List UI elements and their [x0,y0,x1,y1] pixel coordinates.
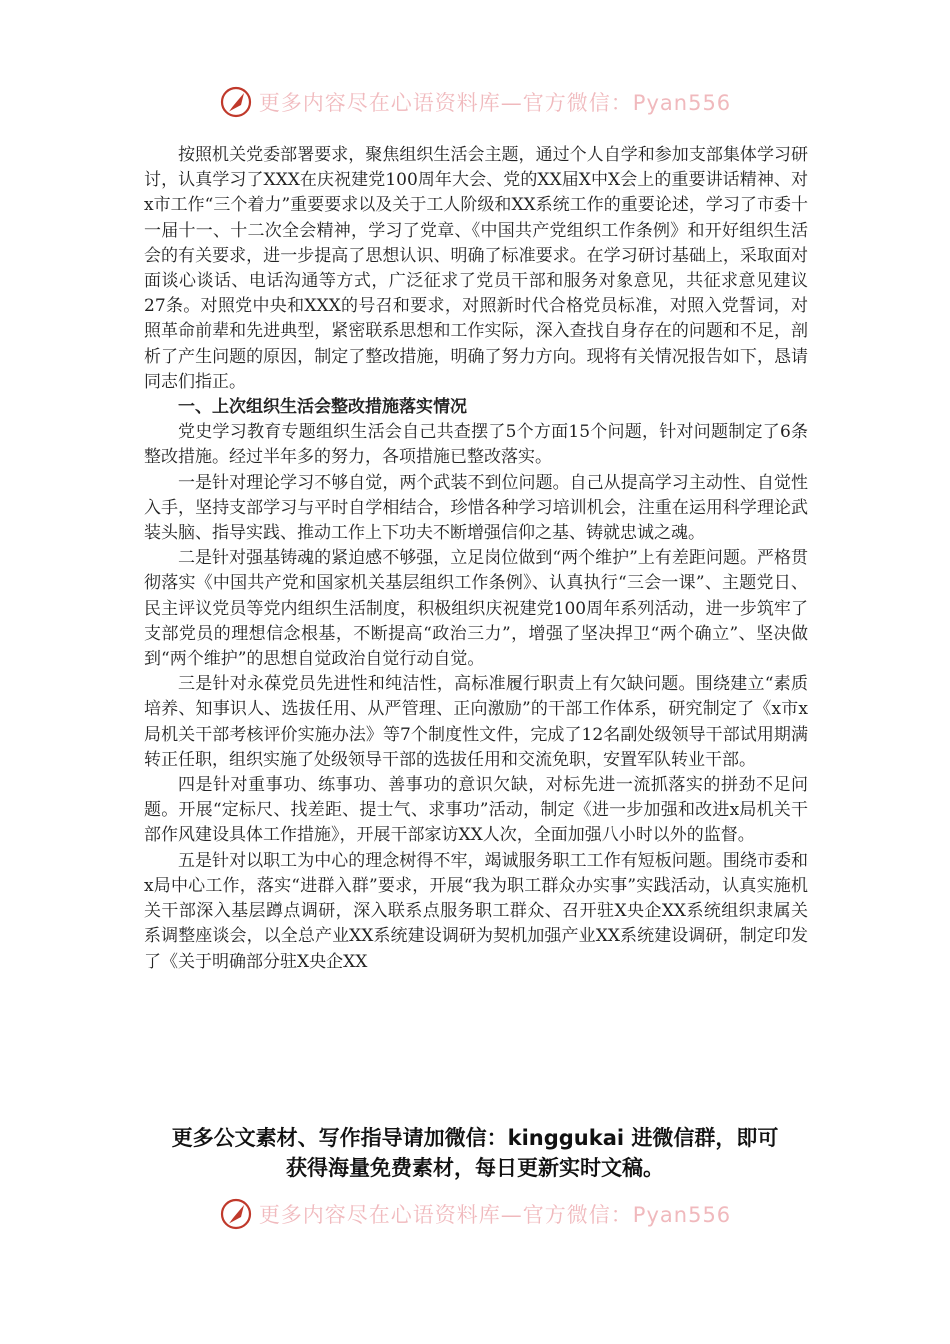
quill-logo-icon [219,1197,253,1231]
section-heading: 一、上次组织生活会整改措施落实情况 [178,397,467,418]
document-body [144,143,808,975]
body-paragraph: 一是针对理论学习不够自觉，两个武装不到位问题。自己从提高学习主动性、自觉性入手，坚持支部学习与平时自学相结合，珍惜各种学习培训机会，注重在运用科学理论武装头脑、指导实践、推动工作上下功夫不断增强信仰之基、铸就忠诚之魂。 [144,472,808,544]
promo-notice-line: 更多公文素材、写作指导请加微信：kinggukai 进微信群，即可 [171,1126,779,1150]
intro-paragraph: 按照机关党委部署要求，聚焦组织生活会主题，通过个人自学和参加支部集体学习研讨，认真学习了XXX在庆祝建党100周年大会、党的XX届X中X会上的重要讲话精神、对x市工作“三个着力”重要要求以及关于工人阶级和XX系统工作的重要论述，学习了市委十一届十一、十二次全会精神，学习了党章、《中国共产党组织工作条例》和开好组织生活会的有关要求，进一步提高了思想认识、明确了标准要求。在学习研讨基础上，采取面对面谈心谈话、电话沟通等方式，广泛征求了党员干部和服务对象意见，共征求意见建议27条。对照党中央和XXX的号召和要求，对照新时代合格党员标准，对照入党誓词，对照革命前辈和先进典型，紧密联系思想和工作实际，深入查找自身存在的问题和不足，剖析了产生问题的原因，制定了整改措施，明确了努力方向。现将有关情况报告如下，恳请同志们指正。 [144,145,808,392]
body-paragraph: 二是针对强基铸魂的紧迫感不够强，立足岗位做到“两个维护”上有差距问题。严格贯彻落实《中国共产党和国家机关基层组织工作条例》、认真执行“三会一课”、主题党日、民主评议党员等党内组织生活制度，积极组织庆祝建党100周年系列活动，进一步筑牢了支部党员的理想信念根基，不断提高“政治三力”，增强了坚决捍卫“两个确立”、坚决做到“两个维护”的思想自觉政治自觉行动自觉。 [144,548,808,670]
promo-notice [100,1123,850,1183]
footer-banner-text: 更多内容尽在心语资料库—官方微信：Pyan556 [258,1203,732,1227]
body-paragraph: 三是针对永葆党员先进性和纯洁性，高标准履行职责上有欠缺问题。围绕建立“素质培养、知事识人、选拔任用、从严管理、正向激励”的干部工作体系，研究制定了《x市x局机关干部考核评价实施办法》等7个制度性文件，完成了12名副处级领导干部试用期满转正任职，组织实施了处级领导干部的选拔任用和交流免职，安置军队转业干部。 [144,674,808,770]
header-banner [0,82,950,122]
body-paragraph: 五是针对以职工为中心的理念树得不牢，竭诚服务职工工作有短板问题。围绕市委和x局中心工作，落实“进群入群”要求，开展“我为职工群众办实事”实践活动，认真实施机关干部深入基层蹲点调研，深入联系点服务职工群众、召开驻X央企XX系统组织隶属关系调整座谈会，以全总产业XX系统建设调研为契机加强产业XX系统建设调研，制定印发了《关于明确部分驻X央企XX [144,850,808,972]
promo-notice-line: 获得海量免费素材，每日更新实时文稿。 [286,1156,664,1180]
footer-banner [0,1194,950,1234]
body-paragraph: 党史学习教育专题组织生活会自己共查摆了5个方面15个问题，针对问题制定了6条整改措施。经过半年多的努力，各项措施已整改落实。 [144,422,808,468]
header-banner-text: 更多内容尽在心语资料库—官方微信：Pyan556 [258,91,732,115]
quill-logo-icon [219,85,253,119]
body-paragraph: 四是针对重事功、练事功、善事功的意识欠缺，对标先进一流抓落实的拼劲不足问题。开展“定标尺、找差距、提士气、求事功”活动，制定《进一步加强和改进x局机关干部作风建设具体工作措施》，开展干部家访XX人次，全面加强八小时以外的监督。 [144,775,808,846]
